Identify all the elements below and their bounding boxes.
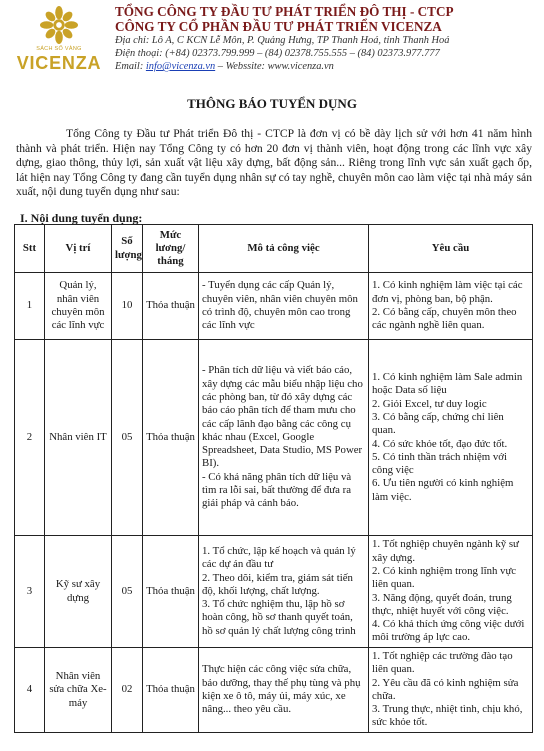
header-description: Mô tả công việc — [199, 225, 369, 273]
requirement-line: 3. Trung thực, nhiệt tình, chịu khó, sức khỏe tốt. — [372, 703, 523, 729]
cell-quantity: 05 — [112, 536, 143, 648]
requirement-line: 4. Có khả thích ứng công việc dưới môi trường áp lực cao. — [372, 618, 525, 644]
email-label: Email: — [115, 61, 146, 72]
requirement-line: 5. Có tinh thần trách nhiệm với công việc — [372, 450, 507, 477]
email-link[interactable]: info@vicenza.vn — [145, 61, 216, 72]
header-salary: Mức lương/ tháng — [143, 225, 199, 273]
cell-quantity: 02 — [112, 648, 143, 733]
logo-emblem-icon — [40, 6, 78, 44]
header-stt: Stt — [15, 225, 45, 273]
logo-caption: SÁCH SỐ VÀNG — [36, 46, 82, 52]
requirement-line: 2. Giỏi Excel, tư duy logic — [372, 397, 487, 410]
table-row — [15, 536, 533, 648]
company-name-parent: TỔNG CÔNG TY ĐẦU TƯ PHÁT TRIỂN ĐÔ THỊ - CTCP — [115, 4, 454, 19]
cell-quantity: 10 — [112, 273, 143, 340]
cell-position: Nhân viên IT — [45, 340, 112, 536]
company-name: CÔNG TY CỔ PHẦN ĐẦU TƯ PHÁT TRIỂN VICENZA — [115, 19, 442, 34]
cell-salary: Thỏa thuận — [143, 536, 199, 648]
cell-salary: Thỏa thuận — [143, 340, 199, 536]
table-header-row — [15, 225, 533, 273]
company-logo — [10, 6, 108, 86]
requirement-line: 4. Có sức khỏe tốt, đạo đức tốt. — [372, 437, 508, 450]
requirement-line: 1. Có kinh nghiệm làm việc tại các đơn vị, phòng ban, bộ phận. — [372, 279, 523, 305]
cell-description — [199, 273, 369, 340]
requirement-line: 6. Ưu tiên người có kinh nghiệm làm việc. — [372, 477, 514, 503]
description-line: - Có khả năng phân tích dữ liệu và tìm ra lỗi sai, bất thường để đưa ra giải pháp và cảnh báo. — [202, 470, 352, 510]
section-heading: I. Nội dung tuyển dụng: — [20, 211, 143, 225]
description-line: 1. Tổ chức, lập kế hoạch và quản lý các dự án đầu tư — [202, 544, 356, 571]
requirement-line: 3. Năng động, quyết đoán, trung thực, nhiệt huyết với công việc. — [372, 591, 512, 617]
cell-description — [199, 536, 369, 648]
company-info — [115, 4, 540, 73]
table-row — [15, 648, 533, 733]
description-line: - Tuyển dụng các cấp Quản lý, chuyên viên, nhân viên chuyên môn có trình độ, chuyên môn cao trong các lĩnh vực — [202, 279, 358, 332]
cell-position: Kỹ sư xây dựng — [45, 536, 112, 648]
description-line: 2. Theo dõi, kiểm tra, giám sát tiến độ, khối lượng, chất lượng. — [202, 571, 353, 597]
header-quantity: Số lượng — [112, 225, 143, 273]
intro-paragraph: Tổng Công ty Đầu tư Phát triển Đô thị - CTCP là đơn vị có bề dày lịch sử với hơn 41 năm hình thành và phát triển. Hiện nay Tổng Công ty có hơn 20 đơn vị thành viên, hoạt động trong các lĩnh vực xây dựng, giao thông, thủy lợi, sản xuất vật liệu xây dựng, bất động sản... Riêng trong lĩnh vực sản xuất gạch ốp, lát hiện nay Tổng Công ty đang cần tuyển dụng nhân sự có tay nghề, chuyên môn cao làm việc tại nhà máy sản xuất, nội dung tuyển dụng như sau: — [16, 127, 532, 199]
cell-description — [199, 648, 369, 733]
recruitment-table — [14, 224, 533, 733]
description-line: Thực hiện các công việc sửa chữa, bảo dưỡng, thay thế phụ tùng và phụ kiện xe ô tô, máy ủi, máy xúc, xe nâng... theo yêu cầu. — [202, 663, 361, 716]
description-line: - Phân tích dữ liệu và viết báo cáo, xây dựng các mẫu biểu nhập liệu cho các phòng ban, từ đó xây dựng các báo cáo phân tích để tham mưu cho các cấp lãnh đạo bằng các công cụ khác nhau (Excel, Google Spreadsheet, Data Studio, MS Power BI). — [202, 364, 363, 470]
cell-requirements — [369, 273, 533, 340]
requirement-line: 1. Tốt nghiệp các trường đào tạo liên quan. — [372, 650, 513, 676]
cell-requirements — [369, 340, 533, 536]
cell-salary: Thỏa thuận — [143, 273, 199, 340]
table-row — [15, 273, 533, 340]
letterhead — [8, 4, 538, 90]
company-phone: Điện thoại: (+84) 02373.799.999 – (84) 02378.755.555 – (84) 02373.977.777 — [115, 48, 440, 59]
cell-salary: Thỏa thuận — [143, 648, 199, 733]
table-row — [15, 340, 533, 536]
requirement-line: 3. Có bằng cấp, chứng chỉ liên quan. — [372, 410, 504, 437]
cell-position: Quản lý, nhân viên chuyên môn các lĩnh vực — [45, 273, 112, 340]
requirement-line: 1. Có kinh nghiệm làm Sale admin hoặc Data số liệu — [372, 371, 523, 397]
cell-quantity: 05 — [112, 340, 143, 536]
website-text: – Webssite: www.vicenza.vn — [215, 61, 334, 72]
cell-stt: 1 — [15, 273, 45, 340]
requirement-line: 1. Tốt nghiệp chuyên ngành kỹ sư xây dựng. — [372, 538, 519, 564]
cell-description — [199, 340, 369, 536]
cell-position: Nhân viên sửa chữa Xe-máy — [45, 648, 112, 733]
requirement-line: 2. Có kinh nghiệm trong lĩnh vực liên quan. — [372, 564, 517, 591]
logo-brand: VICENZA — [16, 53, 102, 73]
cell-requirements — [369, 648, 533, 733]
cell-stt: 4 — [15, 648, 45, 733]
document-title: THÔNG BÁO TUYỂN DỤNG — [187, 96, 357, 111]
header-position: Vị trí — [45, 225, 112, 273]
cell-requirements — [369, 536, 533, 648]
company-contact — [115, 60, 540, 73]
cell-stt: 3 — [15, 536, 45, 648]
cell-stt: 2 — [15, 340, 45, 536]
requirement-line: 2. Yêu cầu đã có kinh nghiệm sửa chữa. — [372, 676, 519, 702]
company-address: Địa chỉ: Lô A, C KCN Lễ Môn, P. Quảng Hưng, TP Thanh Hoá, tỉnh Thanh Hoá — [115, 35, 450, 46]
header-requirements: Yêu cầu — [369, 225, 533, 273]
description-line: 3. Tổ chức nghiệm thu, lập hồ sơ hoàn công, hồ sơ thanh quyết toán, hồ sơ quản lý chất lượng công trình — [202, 598, 356, 637]
requirement-line: 2. Có bằng cấp, chuyên môn theo các ngành nghề liên quan. — [372, 306, 517, 332]
